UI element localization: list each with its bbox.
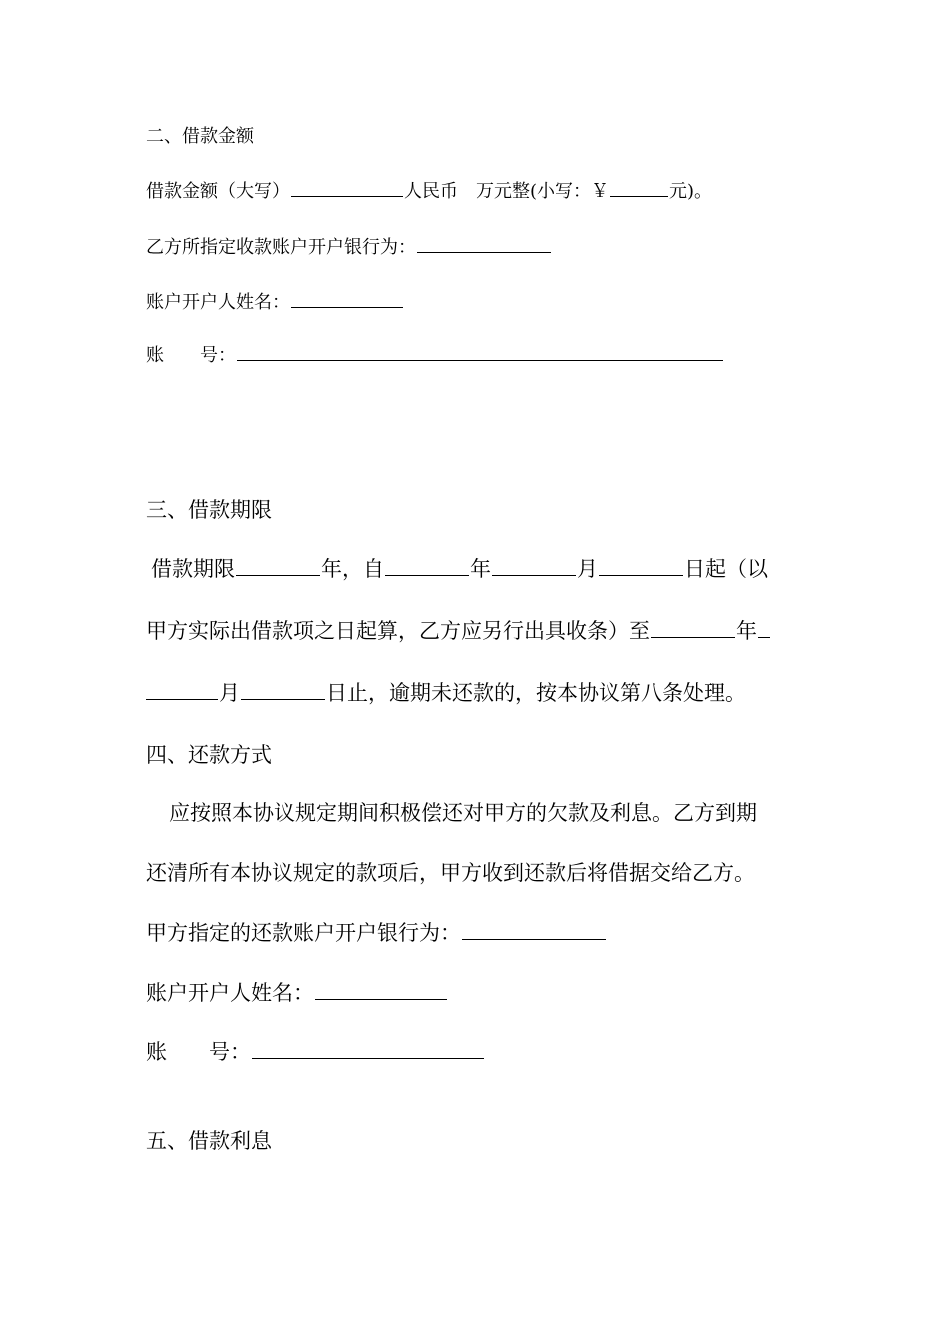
section-3-heading: 三、借款期限 [146, 498, 272, 522]
end-month-blank-start[interactable] [758, 636, 770, 638]
receiving-account-number-label: 账 号： [146, 345, 236, 366]
repayment-account-number-line [146, 1042, 485, 1063]
receiving-account-name-label: 账户开户人姓名： [146, 292, 290, 313]
start-year-blank[interactable] [385, 574, 469, 576]
end-month-unit: 月 [219, 681, 240, 705]
repayment-account-name-blank[interactable] [315, 998, 447, 1000]
repayment-account-name-line [146, 983, 448, 1004]
loan-term-end-clause: 日止，逾期未还款的，按本协议第八条处理。 [326, 681, 746, 705]
receiving-bank-blank[interactable] [417, 251, 551, 253]
end-day-blank[interactable] [241, 698, 325, 700]
loan-term-clause: 甲方实际出借款项之日起算，乙方应另行出具收条）至 [146, 619, 650, 643]
end-month-blank[interactable] [146, 698, 218, 700]
end-year-blank[interactable] [651, 636, 735, 638]
loan-amount-suffix: 元)。 [669, 181, 713, 202]
loan-amount-prefix: 借款金额（大写） [146, 181, 290, 202]
start-day-blank[interactable] [599, 574, 683, 576]
term-years-blank[interactable] [236, 574, 320, 576]
loan-amount-mid: 人民币 万元整(小写：￥ [404, 181, 610, 202]
end-year-unit: 年 [736, 619, 757, 643]
repayment-bank-blank[interactable] [462, 938, 606, 940]
repayment-paragraph-line-1: 应按照本协议规定期间积极偿还对甲方的欠款及利息。乙方到期 [169, 801, 757, 825]
repayment-paragraph-line-2: 还清所有本协议规定的款项后，甲方收到还款后将借据交给乙方。 [146, 861, 755, 885]
receiving-bank-line [146, 239, 552, 257]
loan-term-line-3 [146, 683, 746, 704]
repayment-account-name-label: 账户开户人姓名： [146, 981, 314, 1005]
repayment-bank-line [146, 923, 607, 944]
amount-uppercase-blank[interactable] [291, 195, 403, 197]
start-month-blank[interactable] [492, 574, 576, 576]
repayment-bank-label: 甲方指定的还款账户开户银行为： [146, 921, 461, 945]
start-month-unit: 月 [577, 557, 598, 581]
section-4-heading: 四、还款方式 [146, 743, 272, 767]
loan-amount-line [146, 183, 712, 201]
receiving-account-number-line [146, 347, 724, 365]
receiving-account-name-blank[interactable] [291, 306, 403, 308]
loan-term-line-2 [146, 621, 771, 642]
section-5-heading: 五、借款利息 [146, 1129, 272, 1153]
receiving-account-number-blank[interactable] [237, 359, 723, 361]
repayment-account-number-label: 账 号： [146, 1040, 251, 1064]
loan-term-from: 年，自 [321, 557, 384, 581]
section-2-heading: 二、借款金额 [146, 126, 254, 147]
loan-term-line-1 [151, 559, 768, 580]
receiving-bank-label: 乙方所指定收款账户开户银行为： [146, 237, 416, 258]
repayment-account-number-blank[interactable] [252, 1057, 484, 1059]
receiving-account-name-line [146, 294, 404, 312]
start-day-unit: 日起（以 [684, 557, 768, 581]
loan-term-label: 借款期限 [151, 557, 235, 581]
amount-lowercase-blank[interactable] [610, 195, 668, 197]
start-year-unit: 年 [470, 557, 491, 581]
